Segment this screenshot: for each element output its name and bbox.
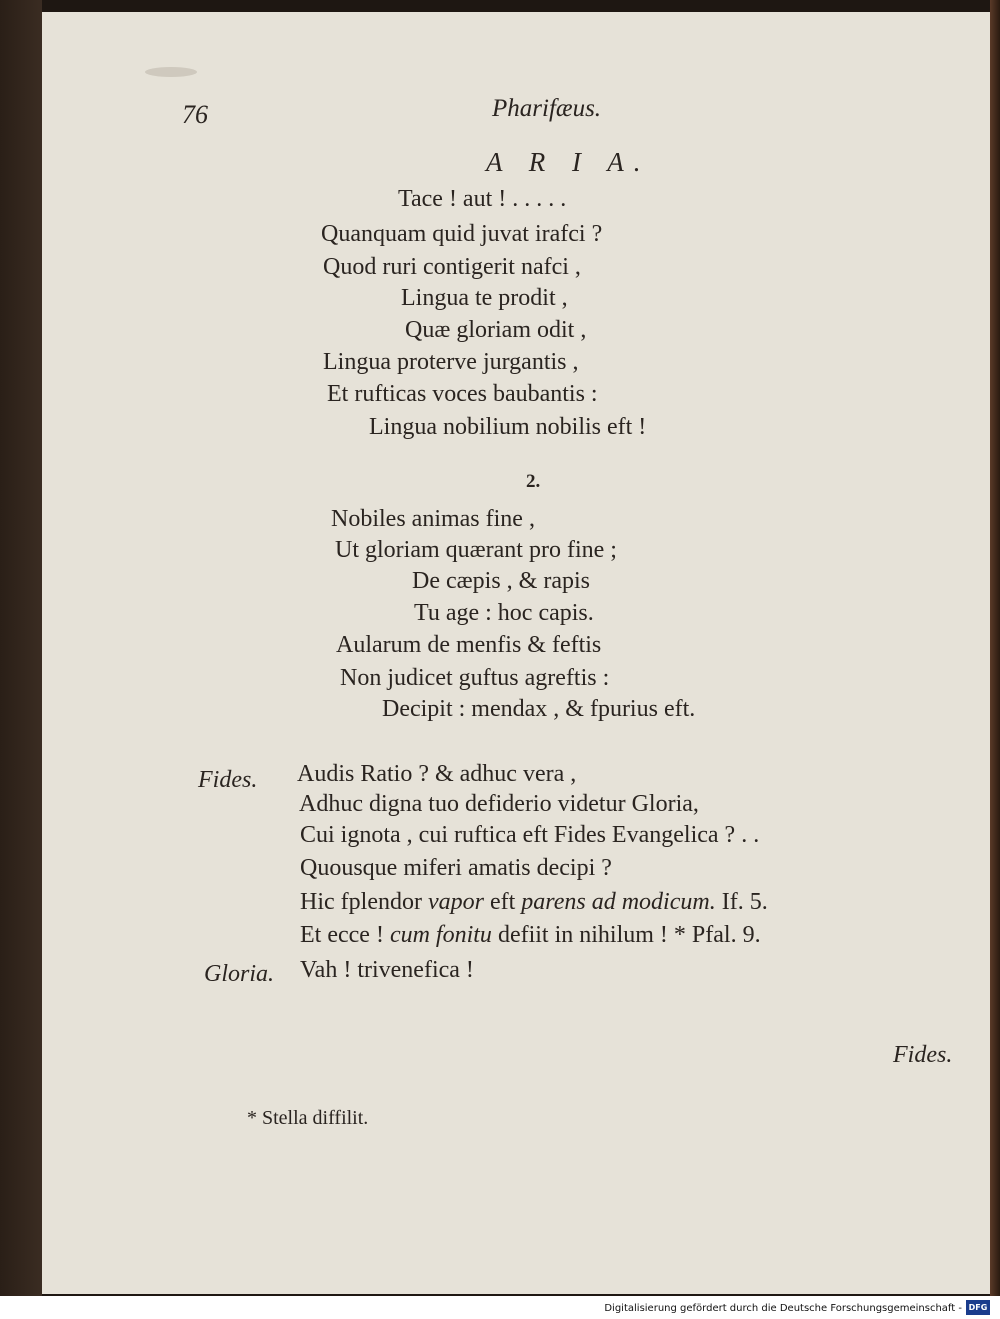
stanza1-line: Quanquam quid juvat irafci ?: [321, 221, 603, 247]
stanza2-line: Non judicet guftus agreftis :: [340, 665, 610, 691]
stanza1-line: Lingua te prodit ,: [401, 285, 568, 311]
catchword: Fides.: [893, 1042, 953, 1068]
stanza1-line: Tace ! aut ! . . . . .: [398, 186, 567, 212]
dialogue-line: Vah ! trivenefica !: [300, 957, 474, 983]
stanza1-line: Quod ruri contigerit nafci ,: [323, 254, 581, 280]
stanza1-line: Quæ gloriam odit ,: [405, 317, 587, 343]
book-edge-left: [0, 0, 42, 1319]
dialogue-line: Audis Ratio ? & adhuc vera ,: [297, 761, 577, 787]
footnote: * Stella diffilit.: [247, 1107, 369, 1129]
dialogue-line-citation: [300, 890, 768, 914]
stanza2-line: Decipit : mendax , & fpurius eft.: [382, 696, 696, 722]
stanza2-line: Tu age : hoc capis.: [414, 600, 594, 626]
stanza2-line: Aularum de menfis & feftis: [336, 632, 602, 658]
dialogue-line: Quousque miferi amatis decipi ?: [300, 855, 612, 881]
page-number: 76: [182, 100, 208, 129]
text-segment: defiit in nihilum ! * Pfal. 9.: [491, 922, 761, 948]
stanza1-line: Lingua proterve jurgantis ,: [323, 349, 579, 375]
stanza2-line: Ut gloriam quærant pro fine ;: [335, 537, 617, 563]
stanza2-line: Nobiles animas fine ,: [331, 506, 535, 532]
stanza2-line: De cæpis , & rapis: [412, 568, 590, 594]
italic-segment: vapor: [427, 889, 484, 915]
dfg-logo-icon: DFG: [966, 1300, 990, 1315]
ink-smudge: [145, 67, 197, 77]
speaker-fides: Fides.: [198, 767, 258, 793]
text-segment: eft: [483, 889, 522, 915]
footer-credit: Digitalisierung gefördert durch die Deutsche Forschungsgemeinschaft -: [604, 1303, 962, 1314]
running-title: Pharifæus.: [492, 95, 602, 122]
stanza1-line: Lingua nobilium nobilis eft !: [369, 414, 647, 440]
text-segment: Hic fplendor: [300, 889, 428, 915]
stanza-number: 2.: [526, 471, 541, 492]
text-segment: Et ecce !: [300, 922, 390, 948]
dialogue-line-citation: [300, 923, 761, 947]
italic-segment: parens ad modicum.: [521, 889, 716, 915]
dialogue-line: Cui ignota , cui ruftica eft Fides Evangelica ? . .: [300, 822, 760, 848]
italic-segment: cum fonitu: [389, 922, 492, 948]
citation: If. 5.: [715, 889, 768, 915]
speaker-gloria: Gloria.: [204, 961, 275, 987]
dialogue-line: Adhuc digna tuo defiderio videtur Gloria,: [299, 791, 699, 817]
aria-title: A R I A.: [486, 147, 651, 177]
stanza1-line: Et rufticas voces baubantis :: [327, 381, 598, 407]
book-edge-right: [990, 0, 1000, 1319]
